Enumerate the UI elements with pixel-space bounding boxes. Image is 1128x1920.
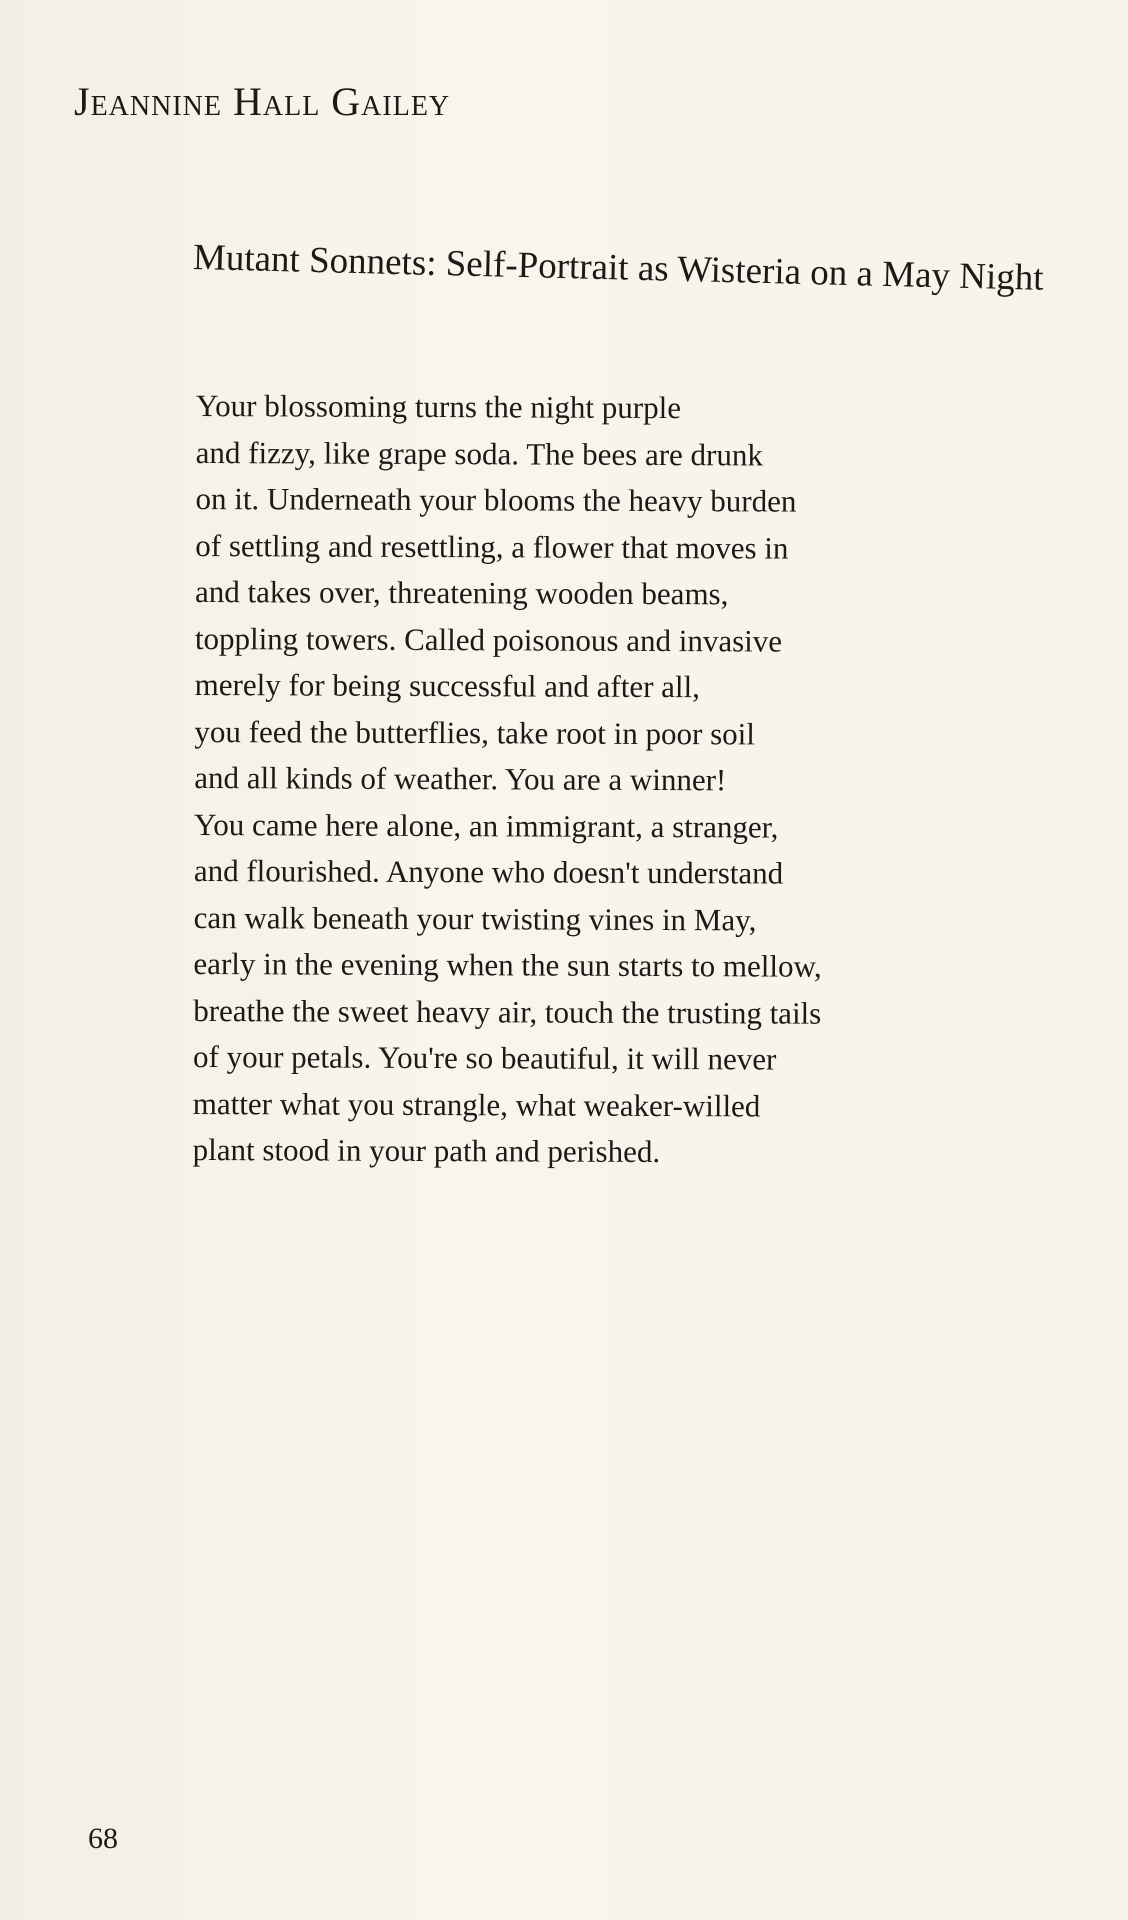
poem-line: of your petals. You're so beautiful, it will never	[192, 1038, 777, 1077]
poem-line: You came here alone, an immigrant, a stranger,	[193, 806, 779, 845]
poem-body	[193, 383, 956, 1177]
poem-line: matter what you strangle, what weaker-willed	[192, 1085, 761, 1123]
poem-line: you feed the butterflies, take root in poor soil	[194, 713, 755, 751]
poem-line: Your blossoming turns the night purple	[195, 387, 682, 426]
poem-line: on it. Underneath your blooms the heavy burden	[195, 480, 797, 519]
page-number: 68	[88, 1822, 118, 1855]
poem-line: and flourished. Anyone who doesn't understand	[193, 852, 784, 891]
poem-title: Mutant Sonnets: Self-Portrait as Wisteria on a May Night	[192, 237, 1045, 299]
running-header-author: Jeannine Hall Gailey	[74, 79, 451, 124]
poem-line: and fizzy, like grape soda. The bees are drunk	[195, 434, 764, 472]
poem-line: toppling towers. Called poisonous and invasive	[194, 620, 783, 659]
poem-line: plant stood in your path and perished.	[192, 1131, 661, 1170]
poem-line: merely for being successful and after all,	[194, 666, 701, 705]
poem-line: of settling and resettling, a flower that moves in	[195, 527, 789, 566]
poem-line: and takes over, threatening wooden beams,	[195, 573, 729, 612]
poem-line: early in the evening when the sun starts to mellow,	[193, 945, 822, 984]
poem-line: can walk beneath your twisting vines in May,	[193, 899, 757, 937]
poem-line: and all kinds of weather. You are a winner!	[194, 759, 727, 798]
poem-line: breathe the sweet heavy air, touch the trusting tails	[193, 992, 822, 1031]
